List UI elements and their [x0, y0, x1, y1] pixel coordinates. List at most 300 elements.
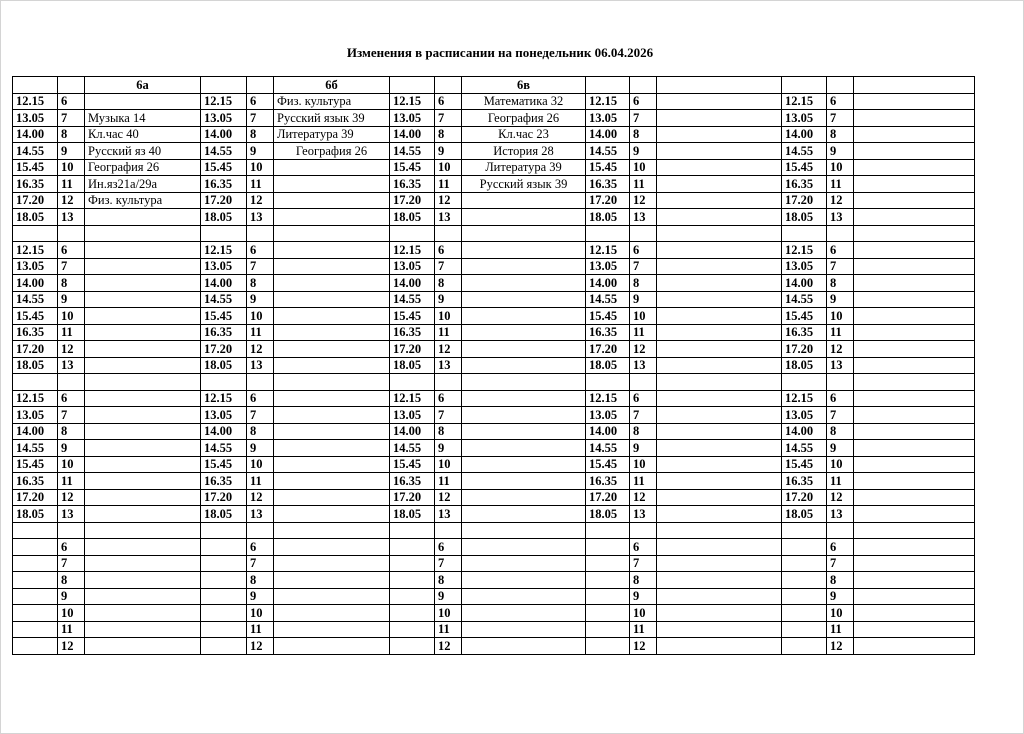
lesson-time: 18.05 [13, 506, 58, 523]
lesson-time [586, 539, 630, 556]
lesson-time: 17.20 [390, 192, 435, 209]
table-row [13, 176, 975, 193]
lesson-number: 12 [435, 192, 462, 209]
lesson-time [586, 621, 630, 638]
lesson-time: 18.05 [13, 357, 58, 374]
subject-cell [462, 539, 586, 556]
lesson-time [586, 605, 630, 622]
lesson-number: 9 [435, 143, 462, 160]
empty-cell [13, 225, 58, 242]
subject-cell [85, 539, 201, 556]
lesson-number: 9 [827, 588, 854, 605]
empty-cell [13, 522, 58, 539]
lesson-number: 9 [630, 143, 657, 160]
lesson-time: 12.15 [201, 390, 247, 407]
lesson-time: 17.20 [390, 489, 435, 506]
lesson-number: 8 [247, 126, 274, 143]
subject-cell [274, 588, 390, 605]
empty-cell [782, 225, 827, 242]
lesson-number: 10 [827, 308, 854, 325]
subject-cell [274, 209, 390, 226]
lesson-number: 10 [630, 308, 657, 325]
lesson-time: 14.00 [782, 275, 827, 292]
subject-cell [274, 275, 390, 292]
lesson-time: 18.05 [586, 506, 630, 523]
subject-cell [462, 572, 586, 589]
lesson-number: 7 [58, 555, 85, 572]
subject-cell [462, 456, 586, 473]
lesson-number: 10 [435, 308, 462, 325]
table-row [13, 473, 975, 490]
subject-cell [854, 473, 975, 490]
lesson-time: 15.45 [390, 456, 435, 473]
lesson-time: 17.20 [782, 489, 827, 506]
table-row [13, 93, 975, 110]
subject-cell [462, 390, 586, 407]
subject-cell [854, 456, 975, 473]
subject-cell [274, 407, 390, 424]
lesson-number: 13 [58, 357, 85, 374]
lesson-time [390, 605, 435, 622]
page-title: Изменения в расписании на понедельник 06.04.2026 [346, 45, 654, 60]
lesson-number: 8 [247, 275, 274, 292]
lesson-number: 7 [827, 258, 854, 275]
lesson-time: 12.15 [201, 93, 247, 110]
lesson-time: 14.55 [13, 291, 58, 308]
table-row [13, 588, 975, 605]
lesson-time [13, 572, 58, 589]
lesson-time: 13.05 [782, 407, 827, 424]
lesson-number: 6 [630, 539, 657, 556]
subject-cell [85, 588, 201, 605]
lesson-time: 13.05 [13, 407, 58, 424]
lesson-number: 12 [247, 489, 274, 506]
header-num-cell [827, 77, 854, 94]
lesson-number: 8 [827, 423, 854, 440]
subject-cell [462, 407, 586, 424]
subject-cell [462, 209, 586, 226]
subject-cell [657, 555, 782, 572]
lesson-number: 6 [247, 242, 274, 259]
lesson-number: 7 [630, 110, 657, 127]
lesson-time: 15.45 [782, 308, 827, 325]
lesson-time: 14.00 [586, 126, 630, 143]
lesson-number: 9 [58, 143, 85, 160]
lesson-time: 17.20 [13, 341, 58, 358]
lesson-time: 15.45 [13, 159, 58, 176]
empty-cell [854, 522, 975, 539]
subject-cell [854, 126, 975, 143]
lesson-time: 14.00 [390, 275, 435, 292]
subject-cell [85, 605, 201, 622]
lesson-time: 13.05 [390, 258, 435, 275]
lesson-time: 12.15 [13, 390, 58, 407]
lesson-number: 10 [435, 456, 462, 473]
empty-cell [827, 225, 854, 242]
lesson-number: 13 [630, 506, 657, 523]
subject-cell [85, 390, 201, 407]
lesson-time: 14.00 [13, 423, 58, 440]
subject-cell [274, 159, 390, 176]
subject-cell [854, 489, 975, 506]
lesson-time: 17.20 [201, 341, 247, 358]
lesson-number: 13 [827, 209, 854, 226]
lesson-time: 14.00 [390, 126, 435, 143]
lesson-time: 16.35 [390, 324, 435, 341]
lesson-number: 6 [435, 539, 462, 556]
lesson-number: 11 [827, 621, 854, 638]
subject-cell [657, 176, 782, 193]
lesson-number: 10 [247, 456, 274, 473]
table-row [13, 209, 975, 226]
lesson-number: 13 [827, 506, 854, 523]
subject-cell [657, 275, 782, 292]
subject-cell [657, 209, 782, 226]
lesson-time [390, 621, 435, 638]
lesson-number: 10 [247, 605, 274, 622]
empty-cell [435, 374, 462, 391]
subject-cell [85, 440, 201, 457]
lesson-time [201, 555, 247, 572]
subject-cell [85, 489, 201, 506]
subject-cell [657, 126, 782, 143]
empty-cell [462, 522, 586, 539]
empty-cell [435, 225, 462, 242]
lesson-number: 12 [435, 638, 462, 655]
subject-cell [854, 605, 975, 622]
subject-cell [657, 407, 782, 424]
lesson-time: 18.05 [13, 209, 58, 226]
lesson-time: 14.55 [390, 143, 435, 160]
lesson-number: 8 [58, 572, 85, 589]
subject-cell [462, 489, 586, 506]
subject-cell: Математика 32 [462, 93, 586, 110]
lesson-time: 14.55 [782, 291, 827, 308]
lesson-number: 13 [630, 209, 657, 226]
lesson-number: 7 [630, 555, 657, 572]
subject-cell [854, 440, 975, 457]
empty-cell [854, 225, 975, 242]
lesson-number: 13 [58, 506, 85, 523]
subject-cell [657, 291, 782, 308]
lesson-time: 12.15 [13, 93, 58, 110]
lesson-number: 11 [435, 621, 462, 638]
subject-cell [85, 423, 201, 440]
table-row [13, 110, 975, 127]
lesson-number: 13 [435, 357, 462, 374]
lesson-number: 12 [827, 489, 854, 506]
subject-cell [462, 357, 586, 374]
lesson-time: 13.05 [201, 258, 247, 275]
lesson-number: 6 [827, 242, 854, 259]
lesson-time: 16.35 [390, 473, 435, 490]
lesson-time: 13.05 [13, 110, 58, 127]
subject-cell [854, 638, 975, 655]
lesson-number: 6 [58, 390, 85, 407]
subject-cell [274, 473, 390, 490]
lesson-time [586, 588, 630, 605]
empty-cell [657, 225, 782, 242]
lesson-time: 12.15 [390, 93, 435, 110]
empty-cell [201, 374, 247, 391]
lesson-time: 16.35 [201, 176, 247, 193]
subject-cell: Литература 39 [462, 159, 586, 176]
lesson-time: 16.35 [13, 324, 58, 341]
subject-cell [657, 308, 782, 325]
lesson-time [390, 539, 435, 556]
lesson-number: 11 [247, 473, 274, 490]
empty-cell [201, 522, 247, 539]
lesson-number: 8 [630, 423, 657, 440]
lesson-time [13, 555, 58, 572]
empty-cell [85, 225, 201, 242]
header-time-cell [390, 77, 435, 94]
lesson-time [586, 572, 630, 589]
header-num-cell [630, 77, 657, 94]
subject-cell [854, 423, 975, 440]
subject-cell: Кл.час 23 [462, 126, 586, 143]
lesson-number: 8 [630, 126, 657, 143]
lesson-number: 12 [435, 489, 462, 506]
lesson-number: 10 [827, 605, 854, 622]
class-name: 6в [462, 77, 586, 94]
lesson-number: 10 [827, 159, 854, 176]
lesson-time: 12.15 [586, 390, 630, 407]
subject-cell [854, 93, 975, 110]
lesson-number: 13 [58, 209, 85, 226]
lesson-number: 8 [827, 126, 854, 143]
lesson-time: 15.45 [586, 159, 630, 176]
lesson-time: 15.45 [201, 159, 247, 176]
subject-cell [85, 621, 201, 638]
subject-cell [854, 341, 975, 358]
lesson-time: 17.20 [586, 192, 630, 209]
subject-cell [85, 473, 201, 490]
subject-cell [854, 588, 975, 605]
subject-cell: Кл.час 40 [85, 126, 201, 143]
lesson-number: 10 [58, 456, 85, 473]
lesson-number: 13 [435, 506, 462, 523]
lesson-time: 16.35 [13, 176, 58, 193]
lesson-time: 14.55 [201, 143, 247, 160]
subject-cell [85, 324, 201, 341]
lesson-time: 12.15 [13, 242, 58, 259]
lesson-number: 11 [630, 176, 657, 193]
lesson-time [390, 588, 435, 605]
lesson-time: 13.05 [201, 407, 247, 424]
subject-cell [854, 506, 975, 523]
empty-cell [247, 374, 274, 391]
lesson-number: 6 [435, 242, 462, 259]
subject-cell [274, 638, 390, 655]
lesson-time: 13.05 [201, 110, 247, 127]
lesson-number: 11 [827, 324, 854, 341]
subject-cell [657, 423, 782, 440]
subject-cell [85, 242, 201, 259]
lesson-number: 9 [247, 143, 274, 160]
subject-cell [657, 242, 782, 259]
subject-cell [462, 588, 586, 605]
subject-cell: Русский яз 40 [85, 143, 201, 160]
lesson-time [13, 605, 58, 622]
subject-cell [85, 275, 201, 292]
lesson-time: 14.00 [586, 423, 630, 440]
lesson-time: 14.00 [201, 126, 247, 143]
subject-cell [462, 638, 586, 655]
lesson-number: 11 [247, 621, 274, 638]
lesson-time: 16.35 [13, 473, 58, 490]
lesson-time: 14.00 [13, 275, 58, 292]
lesson-time: 16.35 [390, 176, 435, 193]
lesson-number: 10 [630, 159, 657, 176]
subject-cell: Русский язык 39 [274, 110, 390, 127]
lesson-number: 12 [247, 192, 274, 209]
lesson-time [201, 638, 247, 655]
lesson-time: 17.20 [201, 489, 247, 506]
lesson-number: 11 [247, 176, 274, 193]
lesson-number: 7 [58, 110, 85, 127]
header-num-cell [247, 77, 274, 94]
table-row [13, 621, 975, 638]
empty-cell [586, 522, 630, 539]
empty-cell [657, 522, 782, 539]
header-time-cell [13, 77, 58, 94]
lesson-time: 12.15 [586, 93, 630, 110]
lesson-number: 8 [435, 275, 462, 292]
subject-cell [274, 605, 390, 622]
subject-cell [657, 489, 782, 506]
lesson-time: 14.55 [13, 143, 58, 160]
lesson-time: 17.20 [586, 489, 630, 506]
subject-cell [274, 192, 390, 209]
empty-cell [274, 374, 390, 391]
subject-cell [854, 242, 975, 259]
lesson-time: 13.05 [586, 407, 630, 424]
lesson-time: 17.20 [782, 192, 827, 209]
lesson-time: 14.00 [782, 423, 827, 440]
subject-cell [462, 324, 586, 341]
subject-cell [462, 555, 586, 572]
lesson-time: 15.45 [586, 456, 630, 473]
lesson-time: 17.20 [13, 489, 58, 506]
subject-cell: История 28 [462, 143, 586, 160]
empty-cell [462, 374, 586, 391]
lesson-number: 13 [247, 506, 274, 523]
subject-cell [462, 621, 586, 638]
subject-cell [274, 621, 390, 638]
subject-cell: География 26 [274, 143, 390, 160]
subject-cell [854, 275, 975, 292]
subject-cell [657, 473, 782, 490]
subject-cell [657, 341, 782, 358]
lesson-time [390, 555, 435, 572]
lesson-number: 9 [630, 291, 657, 308]
subject-cell [274, 489, 390, 506]
lesson-time [782, 621, 827, 638]
lesson-number: 11 [247, 324, 274, 341]
lesson-time [782, 605, 827, 622]
lesson-time: 18.05 [390, 506, 435, 523]
subject-cell [854, 176, 975, 193]
table-row [13, 192, 975, 209]
empty-cell [58, 374, 85, 391]
subject-cell [657, 572, 782, 589]
lesson-time: 16.35 [586, 473, 630, 490]
empty-cell [58, 522, 85, 539]
subject-cell [462, 192, 586, 209]
lesson-number: 9 [630, 588, 657, 605]
subject-cell [657, 588, 782, 605]
lesson-time: 12.15 [782, 93, 827, 110]
lesson-time: 14.55 [782, 143, 827, 160]
lesson-time [390, 638, 435, 655]
lesson-time: 16.35 [201, 473, 247, 490]
lesson-number: 10 [58, 159, 85, 176]
subject-cell [85, 209, 201, 226]
lesson-number: 8 [435, 126, 462, 143]
block-separator-row [13, 374, 975, 391]
lesson-number: 9 [247, 588, 274, 605]
lesson-time: 18.05 [390, 209, 435, 226]
lesson-time: 12.15 [586, 242, 630, 259]
subject-cell [854, 308, 975, 325]
lesson-number: 8 [827, 572, 854, 589]
empty-cell [85, 522, 201, 539]
lesson-time: 18.05 [782, 506, 827, 523]
subject-cell [274, 357, 390, 374]
lesson-number: 7 [247, 407, 274, 424]
class-name: 6б [274, 77, 390, 94]
lesson-time [782, 539, 827, 556]
lesson-number: 12 [247, 638, 274, 655]
lesson-time: 15.45 [201, 456, 247, 473]
subject-cell [657, 605, 782, 622]
subject-cell [274, 456, 390, 473]
subject-cell [85, 291, 201, 308]
lesson-number: 10 [435, 159, 462, 176]
lesson-number: 11 [435, 324, 462, 341]
lesson-time: 16.35 [586, 324, 630, 341]
block-separator-row [13, 522, 975, 539]
lesson-time: 18.05 [201, 357, 247, 374]
lesson-number: 12 [630, 192, 657, 209]
lesson-number: 11 [58, 621, 85, 638]
empty-cell [247, 522, 274, 539]
subject-cell [462, 291, 586, 308]
class-name: 6а [85, 77, 201, 94]
subject-cell [85, 572, 201, 589]
lesson-time: 13.05 [13, 258, 58, 275]
subject-cell [657, 143, 782, 160]
table-row [13, 159, 975, 176]
lesson-number: 7 [247, 110, 274, 127]
subject-cell [657, 539, 782, 556]
lesson-number: 12 [630, 638, 657, 655]
lesson-number: 6 [58, 539, 85, 556]
lesson-time: 13.05 [390, 110, 435, 127]
lesson-number: 12 [827, 638, 854, 655]
subject-cell [657, 110, 782, 127]
lesson-time [201, 621, 247, 638]
lesson-number: 7 [827, 555, 854, 572]
subject-cell: География 26 [462, 110, 586, 127]
lesson-time [201, 572, 247, 589]
lesson-number: 7 [58, 258, 85, 275]
empty-cell [274, 522, 390, 539]
subject-cell [854, 258, 975, 275]
lesson-number: 6 [435, 390, 462, 407]
lesson-time [13, 638, 58, 655]
